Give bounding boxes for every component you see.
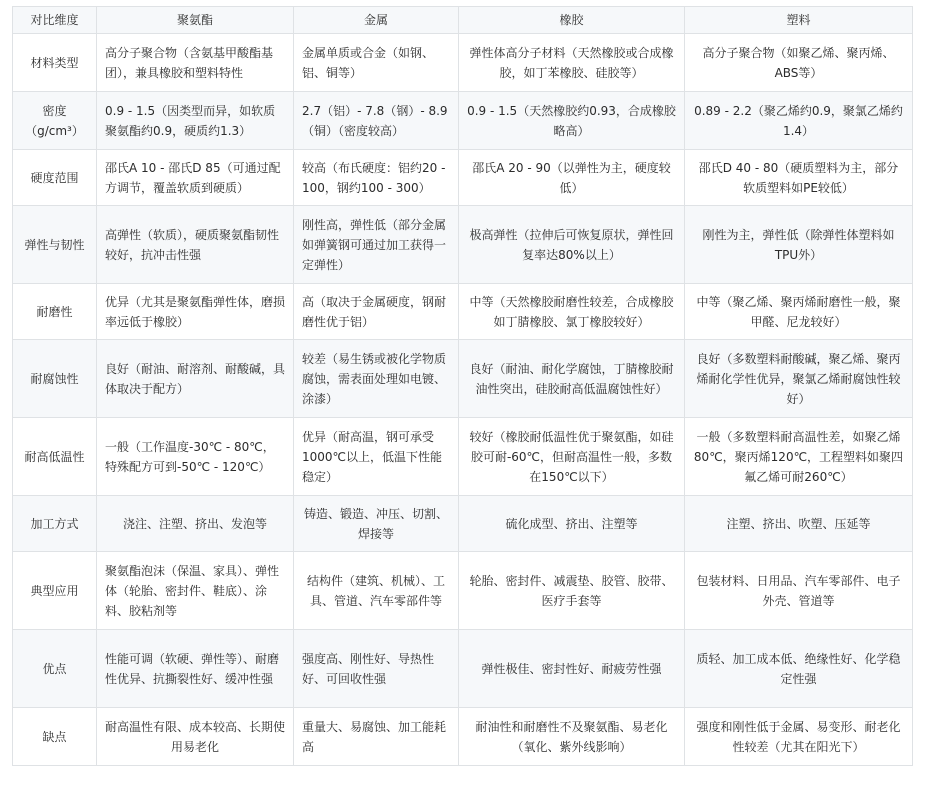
- table-cell: 聚氨酯泡沫（保温、家具）、弹性体（轮胎、密封件、鞋底）、涂料、胶粘剂等: [97, 552, 294, 630]
- row-label: 硬度范围: [13, 150, 97, 206]
- table-cell: 邵氏A 10 - 邵氏D 85（可通过配方调节，覆盖软质到硬质）: [97, 150, 294, 206]
- table-cell: 良好（耐油、耐化学腐蚀，丁腈橡胶耐油性突出，硅胶耐高低温腐蚀性好）: [459, 340, 685, 418]
- table-cell: 高弹性（软质），硬质聚氨酯韧性较好，抗冲击性强: [97, 206, 294, 284]
- table-cell: 一般（工作温度-30℃ - 80℃，特殊配方可到-50℃ - 120℃）: [97, 418, 294, 496]
- table-cell: 高分子聚合物（含氨基甲酸酯基团），兼具橡胶和塑料特性: [97, 34, 294, 92]
- table-cell: 耐高温性有限、成本较高、长期使用易老化: [97, 708, 294, 766]
- table-row: [13, 92, 913, 150]
- row-label: 密度（g/cm³）: [13, 92, 97, 150]
- table-cell: 优异（耐高温，钢可承受1000℃以上，低温下性能稳定）: [294, 418, 459, 496]
- table-row: [13, 34, 913, 92]
- table-cell: 较好（橡胶耐低温性优于聚氨酯，如硅胶可耐-60℃，但耐高温性一般，多数在150℃以下）: [459, 418, 685, 496]
- table-row: [13, 418, 913, 496]
- header-polyurethane: 聚氨酯: [97, 7, 294, 34]
- table-cell: 质轻、加工成本低、绝缘性好、化学稳定性强: [685, 630, 913, 708]
- table-cell: 刚性高，弹性低（部分金属如弹簧钢可通过加工获得一定弹性）: [294, 206, 459, 284]
- row-label: 耐磨性: [13, 284, 97, 340]
- table-cell: 0.9 - 1.5（天然橡胶约0.93，合成橡胶略高）: [459, 92, 685, 150]
- table-row: [13, 340, 913, 418]
- table-cell: 金属单质或合金（如钢、铝、铜等）: [294, 34, 459, 92]
- table-row: [13, 206, 913, 284]
- table-cell: 弹性极佳、密封性好、耐疲劳性强: [459, 630, 685, 708]
- table-row: [13, 150, 913, 206]
- table-row: [13, 708, 913, 766]
- table-row: [13, 552, 913, 630]
- row-label: 典型应用: [13, 552, 97, 630]
- row-label: 耐腐蚀性: [13, 340, 97, 418]
- header-metal: 金属: [294, 7, 459, 34]
- table-cell: 注塑、挤出、吹塑、压延等: [685, 496, 913, 552]
- table-cell: 极高弹性（拉伸后可恢复原状，弹性回复率达80%以上）: [459, 206, 685, 284]
- table-cell: 较高（布氏硬度：铝约20 - 100，钢约100 - 300）: [294, 150, 459, 206]
- table-cell: 邵氏D 40 - 80（硬质塑料为主，部分软质塑料如PE较低）: [685, 150, 913, 206]
- row-label: 弹性与韧性: [13, 206, 97, 284]
- table-cell: 0.9 - 1.5（因类型而异，如软质聚氨酯约0.9，硬质约1.3）: [97, 92, 294, 150]
- table-cell: 轮胎、密封件、减震垫、胶管、胶带、医疗手套等: [459, 552, 685, 630]
- table-cell: 良好（多数塑料耐酸碱，聚乙烯、聚丙烯耐化学性优异，聚氯乙烯耐腐蚀性较好）: [685, 340, 913, 418]
- table-cell: 良好（耐油、耐溶剂、耐酸碱，具体取决于配方）: [97, 340, 294, 418]
- table-cell: 强度和刚性低于金属、易变形、耐老化性较差（尤其在阳光下）: [685, 708, 913, 766]
- row-label: 耐高低温性: [13, 418, 97, 496]
- header-dimension: 对比维度: [13, 7, 97, 34]
- table-cell: 优异（尤其是聚氨酯弹性体，磨损率远低于橡胶）: [97, 284, 294, 340]
- table-cell: 邵氏A 20 - 90（以弹性为主，硬度较低）: [459, 150, 685, 206]
- table-cell: 强度高、刚性好、导热性好、可回收性强: [294, 630, 459, 708]
- table-cell: 性能可调（软硬、弹性等）、耐磨性优异、抗撕裂性好、缓冲性强: [97, 630, 294, 708]
- row-label: 加工方式: [13, 496, 97, 552]
- table-header-row: [13, 7, 913, 34]
- table-row: [13, 630, 913, 708]
- table-row: [13, 284, 913, 340]
- row-label: 缺点: [13, 708, 97, 766]
- table-row: [13, 496, 913, 552]
- table-cell: 一般（多数塑料耐高温性差，如聚乙烯80℃，聚丙烯120℃，工程塑料如聚四氟乙烯可耐260℃）: [685, 418, 913, 496]
- table-cell: 2.7（铝）- 7.8（钢）- 8.9（铜）（密度较高）: [294, 92, 459, 150]
- table-cell: 刚性为主，弹性低（除弹性体塑料如TPU外）: [685, 206, 913, 284]
- comparison-table: [12, 6, 913, 766]
- table-cell: 中等（聚乙烯、聚丙烯耐磨性一般，聚甲醛、尼龙较好）: [685, 284, 913, 340]
- table-cell: 耐油性和耐磨性不及聚氨酯、易老化（氧化、紫外线影响）: [459, 708, 685, 766]
- table-cell: 包装材料、日用品、汽车零部件、电子外壳、管道等: [685, 552, 913, 630]
- header-plastic: 塑料: [685, 7, 913, 34]
- table-cell: 中等（天然橡胶耐磨性较差，合成橡胶如丁腈橡胶、氯丁橡胶较好）: [459, 284, 685, 340]
- table-cell: 重量大、易腐蚀、加工能耗高: [294, 708, 459, 766]
- table-cell: 较差（易生锈或被化学物质腐蚀，需表面处理如电镀、涂漆）: [294, 340, 459, 418]
- table-cell: 浇注、注塑、挤出、发泡等: [97, 496, 294, 552]
- table-cell: 硫化成型、挤出、注塑等: [459, 496, 685, 552]
- table-cell: 结构件（建筑、机械）、工具、管道、汽车零部件等: [294, 552, 459, 630]
- header-rubber: 橡胶: [459, 7, 685, 34]
- table-cell: 弹性体高分子材料（天然橡胶或合成橡胶，如丁苯橡胶、硅胶等）: [459, 34, 685, 92]
- row-label: 优点: [13, 630, 97, 708]
- table-cell: 0.89 - 2.2（聚乙烯约0.9，聚氯乙烯约1.4）: [685, 92, 913, 150]
- table-cell: 铸造、锻造、冲压、切割、焊接等: [294, 496, 459, 552]
- row-label: 材料类型: [13, 34, 97, 92]
- table-cell: 高（取决于金属硬度，钢耐磨性优于铝）: [294, 284, 459, 340]
- table-cell: 高分子聚合物（如聚乙烯、聚丙烯、ABS等）: [685, 34, 913, 92]
